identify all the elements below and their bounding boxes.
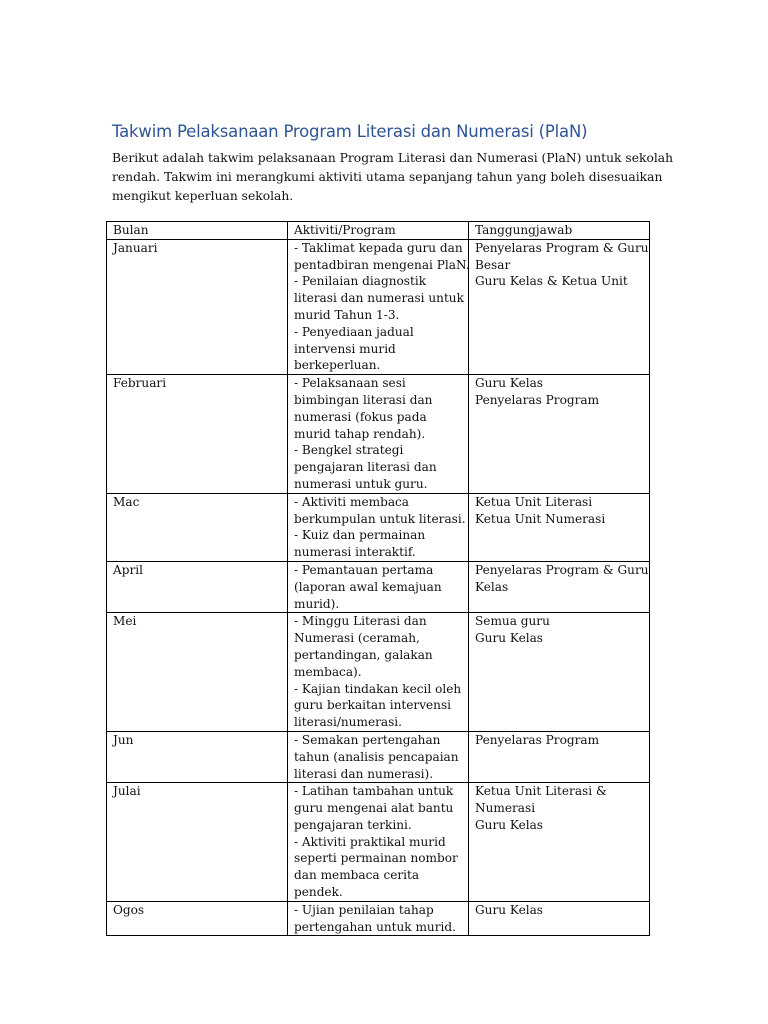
- activity-cell: [288, 783, 469, 902]
- activity-line: literasi dan numerasi untuk: [294, 291, 464, 306]
- activity-line: pertengahan untuk murid.: [294, 919, 456, 934]
- month-cell: [107, 613, 288, 732]
- activity-line: - Semakan pertengahan: [294, 732, 441, 747]
- table-header-row: [107, 222, 650, 240]
- activity-line: murid Tahun 1-3.: [294, 307, 400, 322]
- responsibility-line: Guru Kelas: [475, 631, 544, 646]
- month-label: April: [113, 562, 143, 577]
- intro-paragraph: [112, 149, 674, 206]
- responsibility-line: Guru Kelas & Ketua Unit: [475, 274, 628, 289]
- month-cell: [107, 493, 288, 561]
- responsibility-line: Penyelaras Program: [475, 732, 600, 747]
- activity-line: - Kajian tindakan kecil oleh: [294, 681, 462, 696]
- activity-line: numerasi (fokus pada: [294, 409, 427, 424]
- activity-line: - Bengkel strategi: [294, 443, 404, 458]
- responsibility-cell: [469, 731, 650, 782]
- intro-line: rendah. Takwim ini merangkumi aktiviti utama sepanjang tahun yang boleh disesuaikan: [112, 170, 663, 184]
- responsibility-cell: [469, 493, 650, 561]
- month-cell: [107, 783, 288, 902]
- activity-line: murid).: [294, 596, 340, 611]
- activity-line: - Latihan tambahan untuk: [294, 784, 454, 799]
- activity-cell: [288, 375, 469, 494]
- month-label: Jun: [113, 732, 134, 747]
- month-cell: [107, 239, 288, 374]
- activity-line: seperti permainan nombor: [294, 851, 458, 866]
- responsibility-cell: [469, 375, 650, 494]
- activity-cell: [288, 901, 469, 936]
- schedule-body: [107, 239, 650, 936]
- activity-line: bimbingan literasi dan: [294, 392, 433, 407]
- activity-line: - Aktiviti membaca: [294, 494, 410, 509]
- activity-line: - Minggu Literasi dan: [294, 614, 427, 629]
- table-row: [107, 493, 650, 561]
- activity-line: - Kuiz dan permainan: [294, 528, 426, 543]
- month-label: Julai: [113, 784, 141, 799]
- responsibility-line: Penyelaras Program & Guru: [475, 562, 649, 577]
- activity-line: pendek.: [294, 885, 343, 900]
- table-row: [107, 613, 650, 732]
- activity-line: pentadbiran mengenai PlaN.: [294, 257, 470, 272]
- month-cell: [107, 375, 288, 494]
- responsibility-cell: [469, 561, 650, 612]
- document-title: Takwim Pelaksanaan Program Literasi dan Numerasi (PlaN): [112, 122, 588, 141]
- activity-line: - Aktiviti praktikal murid: [294, 834, 446, 849]
- responsibility-cell: [469, 901, 650, 936]
- responsibility-line: Semua guru: [475, 614, 550, 629]
- responsibility-line: Ketua Unit Literasi: [475, 494, 593, 509]
- activity-cell: [288, 493, 469, 561]
- activity-line: numerasi interaktif.: [294, 545, 416, 560]
- activity-cell: [288, 239, 469, 374]
- responsibility-line: Penyelaras Program: [475, 392, 600, 407]
- table-row: [107, 239, 650, 374]
- activity-line: intervensi murid: [294, 341, 396, 356]
- activity-line: pengajaran terkini.: [294, 817, 412, 832]
- activity-line: guru berkaitan intervensi: [294, 698, 452, 713]
- intro-line: mengikut keperluan sekolah.: [112, 189, 294, 203]
- responsibility-line: Guru Kelas: [475, 902, 544, 917]
- responsibility-line: Guru Kelas: [475, 817, 544, 832]
- activity-cell: [288, 613, 469, 732]
- responsibility-line: Numerasi: [475, 801, 536, 816]
- responsibility-line: Ketua Unit Literasi &: [475, 784, 607, 799]
- responsibility-line: Besar: [475, 257, 511, 272]
- activity-line: - Pemantauan pertama: [294, 562, 434, 577]
- responsibility-cell: [469, 783, 650, 902]
- month-label: Mac: [113, 494, 140, 509]
- activity-line: - Penilaian diagnostik: [294, 274, 427, 289]
- activity-cell: [288, 731, 469, 782]
- month-label: Mei: [113, 614, 137, 629]
- table-row: [107, 901, 650, 936]
- header-responsibility: Tanggungjawab: [469, 222, 650, 240]
- responsibility-line: Kelas: [475, 579, 509, 594]
- activity-line: murid tahap rendah).: [294, 426, 426, 441]
- activity-line: Numerasi (ceramah,: [294, 631, 420, 646]
- activity-line: guru mengenai alat bantu: [294, 801, 454, 816]
- activity-line: - Taklimat kepada guru dan: [294, 240, 463, 255]
- header-month: Bulan: [107, 222, 288, 240]
- activity-line: numerasi untuk guru.: [294, 476, 428, 491]
- activity-line: (laporan awal kemajuan: [294, 579, 442, 594]
- intro-line: Berikut adalah takwim pelaksanaan Program Literasi dan Numerasi (PlaN) untuk sekolah: [112, 151, 674, 165]
- month-label: Januari: [113, 240, 158, 255]
- responsibility-line: Guru Kelas: [475, 376, 544, 391]
- table-row: [107, 783, 650, 902]
- activity-line: pengajaran literasi dan: [294, 460, 437, 475]
- activity-line: - Penyediaan jadual: [294, 324, 414, 339]
- activity-line: tahun (analisis pencapaian: [294, 749, 459, 764]
- activity-line: literasi/numerasi.: [294, 715, 403, 730]
- activity-line: - Pelaksanaan sesi: [294, 376, 406, 391]
- schedule-table: [106, 221, 650, 936]
- activity-line: berkeperluan.: [294, 358, 381, 373]
- table-row: [107, 561, 650, 612]
- month-cell: [107, 561, 288, 612]
- responsibility-cell: [469, 613, 650, 732]
- activity-cell: [288, 561, 469, 612]
- header-activity: Aktiviti/Program: [288, 222, 469, 240]
- month-cell: [107, 901, 288, 936]
- activity-line: - Ujian penilaian tahap: [294, 902, 434, 917]
- month-label: Februari: [113, 376, 167, 391]
- activity-line: berkumpulan untuk literasi.: [294, 511, 466, 526]
- month-label: Ogos: [113, 902, 145, 917]
- table-row: [107, 731, 650, 782]
- activity-line: pertandingan, galakan: [294, 647, 433, 662]
- activity-line: membaca).: [294, 664, 362, 679]
- activity-line: literasi dan numerasi).: [294, 766, 434, 781]
- activity-line: dan membaca cerita: [294, 868, 420, 883]
- month-cell: [107, 731, 288, 782]
- responsibility-cell: [469, 239, 650, 374]
- table-row: [107, 375, 650, 494]
- responsibility-line: Ketua Unit Numerasi: [475, 511, 606, 526]
- responsibility-line: Penyelaras Program & Guru: [475, 240, 649, 255]
